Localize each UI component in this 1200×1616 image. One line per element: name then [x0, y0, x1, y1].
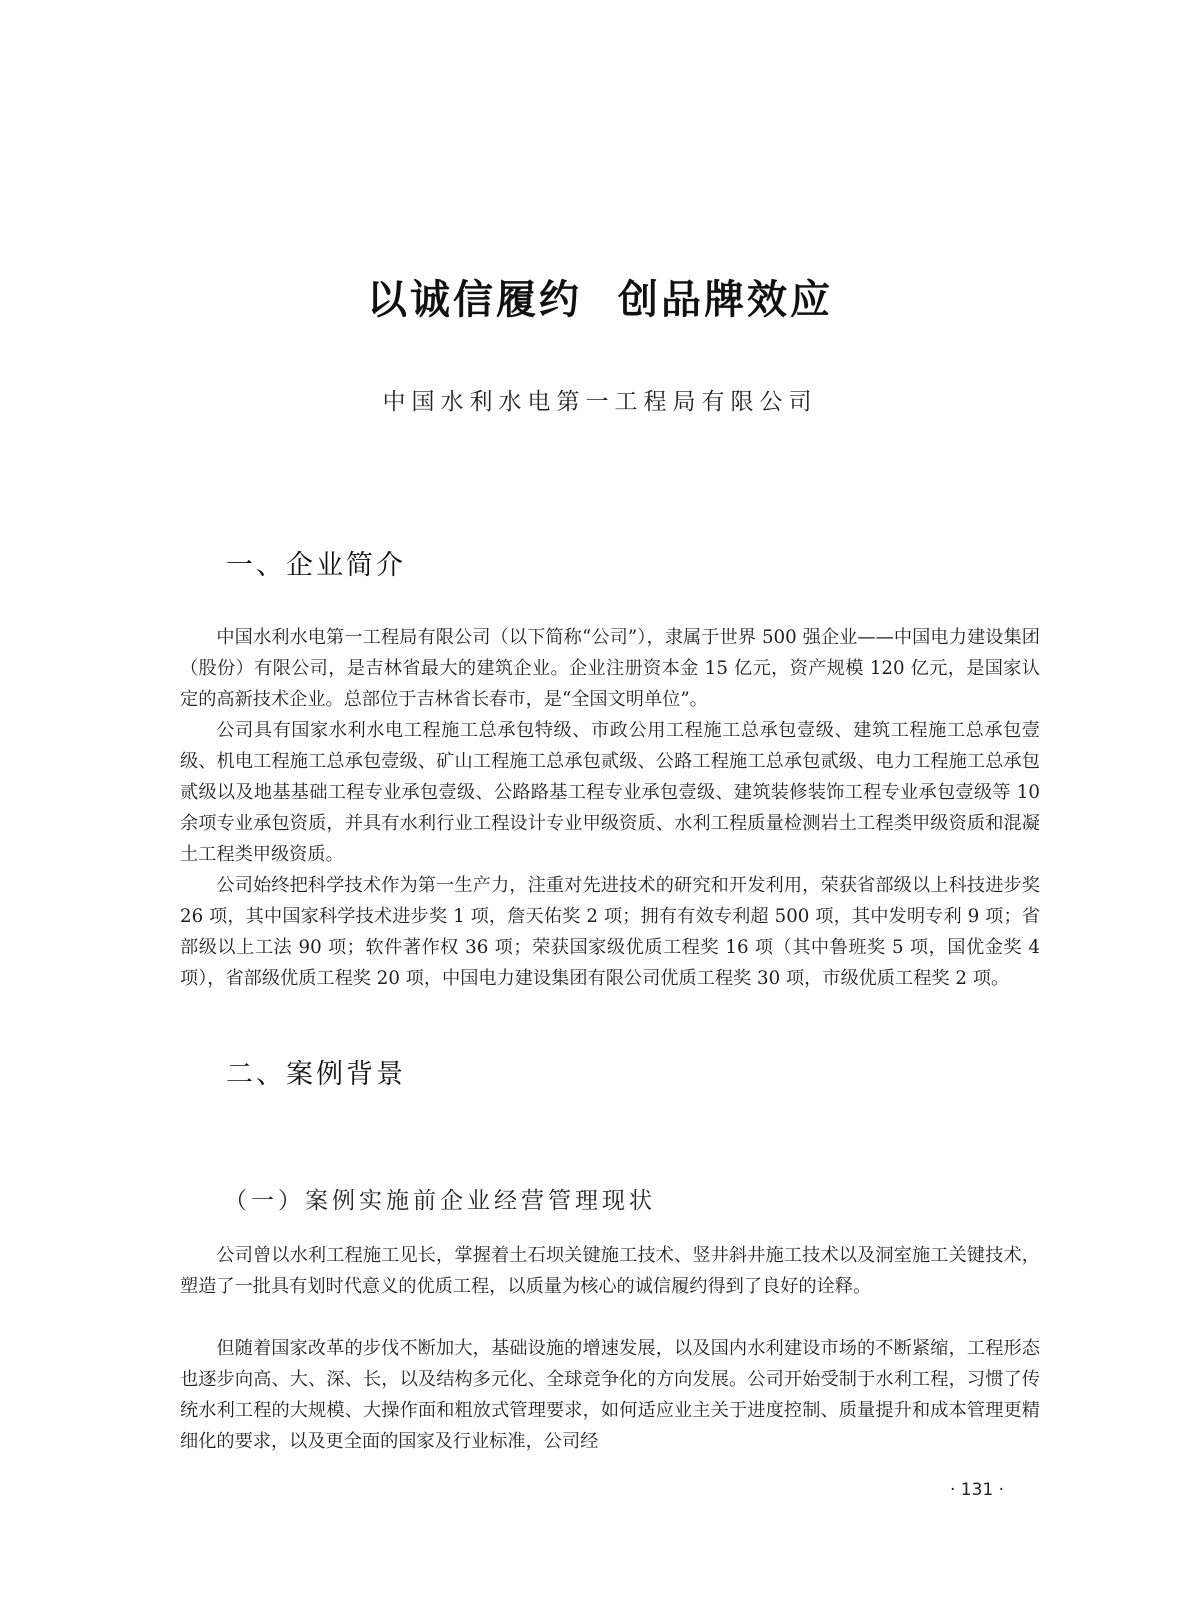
paragraph-background-2: 但随着国家改革的步伐不断加大，基础设施的增速发展，以及国内水利建设市场的不断紧缩，工程形态也逐步向高、大、深、长，以及结构多元化、全球竞争化的方向发展。公司开始受制于水利工程，习惯了传统水利工程的大规模、大操作面和粗放式管理要求，如何适应业主关于进度控制、质量提升和成本管理更精细化的要求，以及更全面的国家及行业标准，公司经 — [180, 1338, 1040, 1452]
subsection-heading: （一）案例实施前企业经营管理现状 — [224, 1188, 656, 1214]
paragraph-intro-3: 公司始终把科学技术作为第一生产力，注重对先进技术的研究和开发利用，荣获省部级以上科技进步奖 26 项，其中国家科学技术进步奖 1 项，詹天佑奖 2 项；拥有有效专利超 500 项，其中发明专利 9 项；省部级以上工法 90 项；软件著作权 36 项；荣获国家级优质工程奖 16 项（其中鲁班奖 5 项，国优金奖 4 项），省部级优质工程奖 20 项，中国电力建设集团有限公司优质工程奖 30 项，市级优质工程奖 2 项。 — [180, 875, 1040, 989]
paragraph-background-1: 公司曾以水利工程施工见长，掌握着土石坝关键施工技术、竖井斜井施工技术以及洞室施工关键技术，塑造了一批具有划时代意义的优质工程，以质量为核心的诚信履约得到了良好的诠释。 — [180, 1245, 1040, 1297]
paragraph-intro-2: 公司具有国家水利水电工程施工总承包特级、市政公用工程施工总承包壹级、建筑工程施工总承包壹级、机电工程施工总承包壹级、矿山工程施工总承包贰级、公路工程施工总承包贰级、电力工程施工总承包贰级以及地基基础工程专业承包壹级、公路路基工程专业承包壹级、建筑装修装饰工程专业承包壹级等 10 余项专业承包资质，并具有水利行业工程设计专业甲级资质、水利工程质量检测岩土工程类甲级资质和混凝土工程类甲级资质。 — [180, 720, 1040, 865]
paragraph-intro-1: 中国水利水电第一工程局有限公司（以下简称“公司”），隶属于世界 500 强企业——中国电力建设集团（股份）有限公司，是吉林省最大的建筑企业。企业注册资本金 15 亿元，资产规模 120 亿元，是国家认定的高新技术企业。总部位于吉林省长春市，是“全国文明单位”。 — [180, 627, 1040, 710]
author-organization: 中国水利水电第一工程局有限公司 — [382, 389, 818, 415]
title-part-1: 以诚信履约 — [367, 276, 582, 323]
article-title — [0, 268, 1200, 325]
page-number: · 131 · — [950, 1480, 1005, 1500]
section-heading-intro: 一、企业简介 — [226, 550, 406, 581]
section-heading-background: 二、案例背景 — [226, 1059, 406, 1090]
title-part-2: 创品牌效应 — [618, 276, 833, 323]
